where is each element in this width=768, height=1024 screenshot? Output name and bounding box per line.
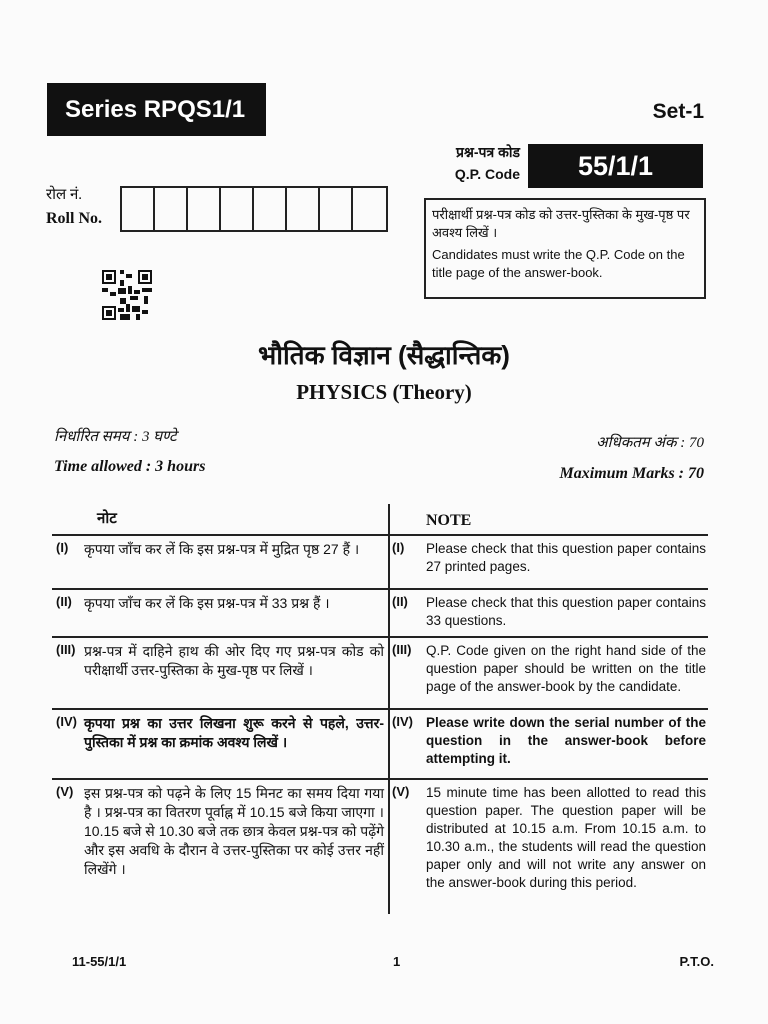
note-row: [52, 710, 708, 780]
footer-pto: P.T.O.: [679, 954, 714, 969]
roll-digit-box[interactable]: [353, 188, 386, 230]
note-row: [52, 780, 708, 914]
note-text-hindi: कृपया जाँच कर लें कि इस प्रश्न-पत्र में 33 प्रश्न हैं ।: [84, 595, 330, 611]
note-text-english: Please write down the serial number of the question in the answer-book before attempting it.: [426, 715, 706, 766]
note-text-hindi: प्रश्न-पत्र में दाहिने हाथ की ओर दिए गए प्रश्न-पत्र कोड को परीक्षार्थी उत्तर-पुस्तिका के मुख-पृष्ठ पर लिखें ।: [84, 643, 384, 678]
notes-table: [52, 504, 708, 914]
note-number: (II): [392, 594, 408, 609]
note-number: (I): [392, 540, 405, 555]
roll-digit-box[interactable]: [320, 188, 353, 230]
note-number: (IV): [392, 714, 413, 729]
note-cell-english: [388, 780, 708, 914]
note-number: (V): [392, 784, 410, 799]
notes-table-header: [52, 504, 708, 536]
qp-code-value: 55/1/1: [528, 144, 703, 188]
note-text-english: 15 minute time has been allotted to read this question paper. The question paper will be distributed at 10.15 a.m. From 10.15 a.m. to 10.30 a.m., the students will read the question paper only and will not write any answer on the answer-book during this period.: [426, 785, 706, 890]
note-number: (IV): [56, 714, 77, 729]
note-text-hindi: कृपया जाँच कर लें कि इस प्रश्न-पत्र में मुद्रित पृष्ठ 27 हैं ।: [84, 541, 360, 557]
note-row: [52, 536, 708, 590]
candidate-instruction-box: [424, 198, 706, 299]
note-cell-english: [388, 590, 708, 636]
note-text-english: Q.P. Code given on the right hand side of the question paper should be written on the title page of the answer-book by the candidate.: [426, 643, 706, 694]
note-cell-hindi: [52, 638, 388, 708]
notes-heading-hindi: नोट: [97, 510, 117, 527]
note-text-english: Please check that this question paper contains 27 printed pages.: [426, 541, 706, 574]
note-number: (V): [56, 784, 74, 799]
roll-digit-box[interactable]: [155, 188, 188, 230]
note-cell-english: [388, 710, 708, 778]
subject-title-english: PHYSICS (Theory): [296, 380, 472, 404]
qp-code-label-hindi: प्रश्न-पत्र कोड: [456, 144, 520, 160]
note-cell-hindi: [52, 590, 388, 636]
note-number: (III): [392, 642, 412, 657]
roll-label-english: Roll No.: [46, 210, 102, 227]
roll-digit-box[interactable]: [221, 188, 254, 230]
note-text-hindi: कृपया प्रश्न का उत्तर लिखना शुरू करने से पहले, उत्तर-पुस्तिका में प्रश्न का क्रमांक अवश्य लिखें ।: [84, 715, 384, 750]
roll-number-label: [46, 183, 102, 231]
roll-number-boxes[interactable]: [120, 186, 388, 232]
qp-code-label-english: Q.P. Code: [454, 166, 520, 182]
qp-code-label: [430, 141, 520, 185]
note-number: (I): [56, 540, 69, 555]
series-label: Series RPQS1/1: [47, 83, 266, 136]
roll-digit-box[interactable]: [122, 188, 155, 230]
maximum-marks-english: Maximum Marks : 70: [559, 465, 704, 482]
time-allowed-hindi: निर्धारित समय : 3 घण्टे: [54, 429, 177, 445]
note-row: [52, 590, 708, 638]
roll-digit-box[interactable]: [188, 188, 221, 230]
note-cell-hindi: [52, 780, 388, 914]
roll-label-hindi: रोल नं.: [46, 187, 83, 203]
note-number: (III): [56, 642, 76, 657]
note-cell-hindi: [52, 536, 388, 588]
note-row: [52, 638, 708, 710]
note-cell-english: [388, 638, 708, 708]
set-label: Set-1: [652, 100, 704, 123]
footer-paper-code: 11-55/1/1: [72, 954, 127, 969]
roll-digit-box[interactable]: [287, 188, 320, 230]
note-text-english: Please check that this question paper contains 33 questions.: [426, 595, 706, 628]
note-number: (II): [56, 594, 72, 609]
notes-heading-english: NOTE: [388, 504, 708, 534]
note-cell-english: [388, 536, 708, 588]
note-cell-hindi: [52, 710, 388, 778]
candidate-note-english: Candidates must write the Q.P. Code on the title page of the answer-book.: [432, 247, 685, 280]
note-text-hindi: इस प्रश्न-पत्र को पढ़ने के लिए 15 मिनट का समय दिया गया है । प्रश्न-पत्र का वितरण पूर्वाह्न में 10.15 बजे किया जाएगा । 10.15 बजे से 10.30 बजे तक छात्र केवल प्रश्न-पत्र को पढ़ेंगे और इस अवधि के दौरान वे उत्तर-पुस्तिका पर कोई उत्तर नहीं लिखेंगे ।: [84, 785, 384, 877]
qr-code-icon: [102, 270, 152, 320]
time-allowed-english: Time allowed : 3 hours: [54, 458, 206, 475]
roll-digit-box[interactable]: [254, 188, 287, 230]
footer-page-number: 1: [393, 954, 401, 969]
maximum-marks-hindi: अधिकतम अंक : 70: [596, 435, 704, 451]
subject-title-hindi: भौतिक विज्ञान (सैद्धान्तिक): [258, 340, 510, 370]
candidate-note-hindi: परीक्षार्थी प्रश्न-पत्र कोड को उत्तर-पुस्तिका के मुख-पृष्ठ पर अवश्य लिखें ।: [432, 207, 690, 240]
